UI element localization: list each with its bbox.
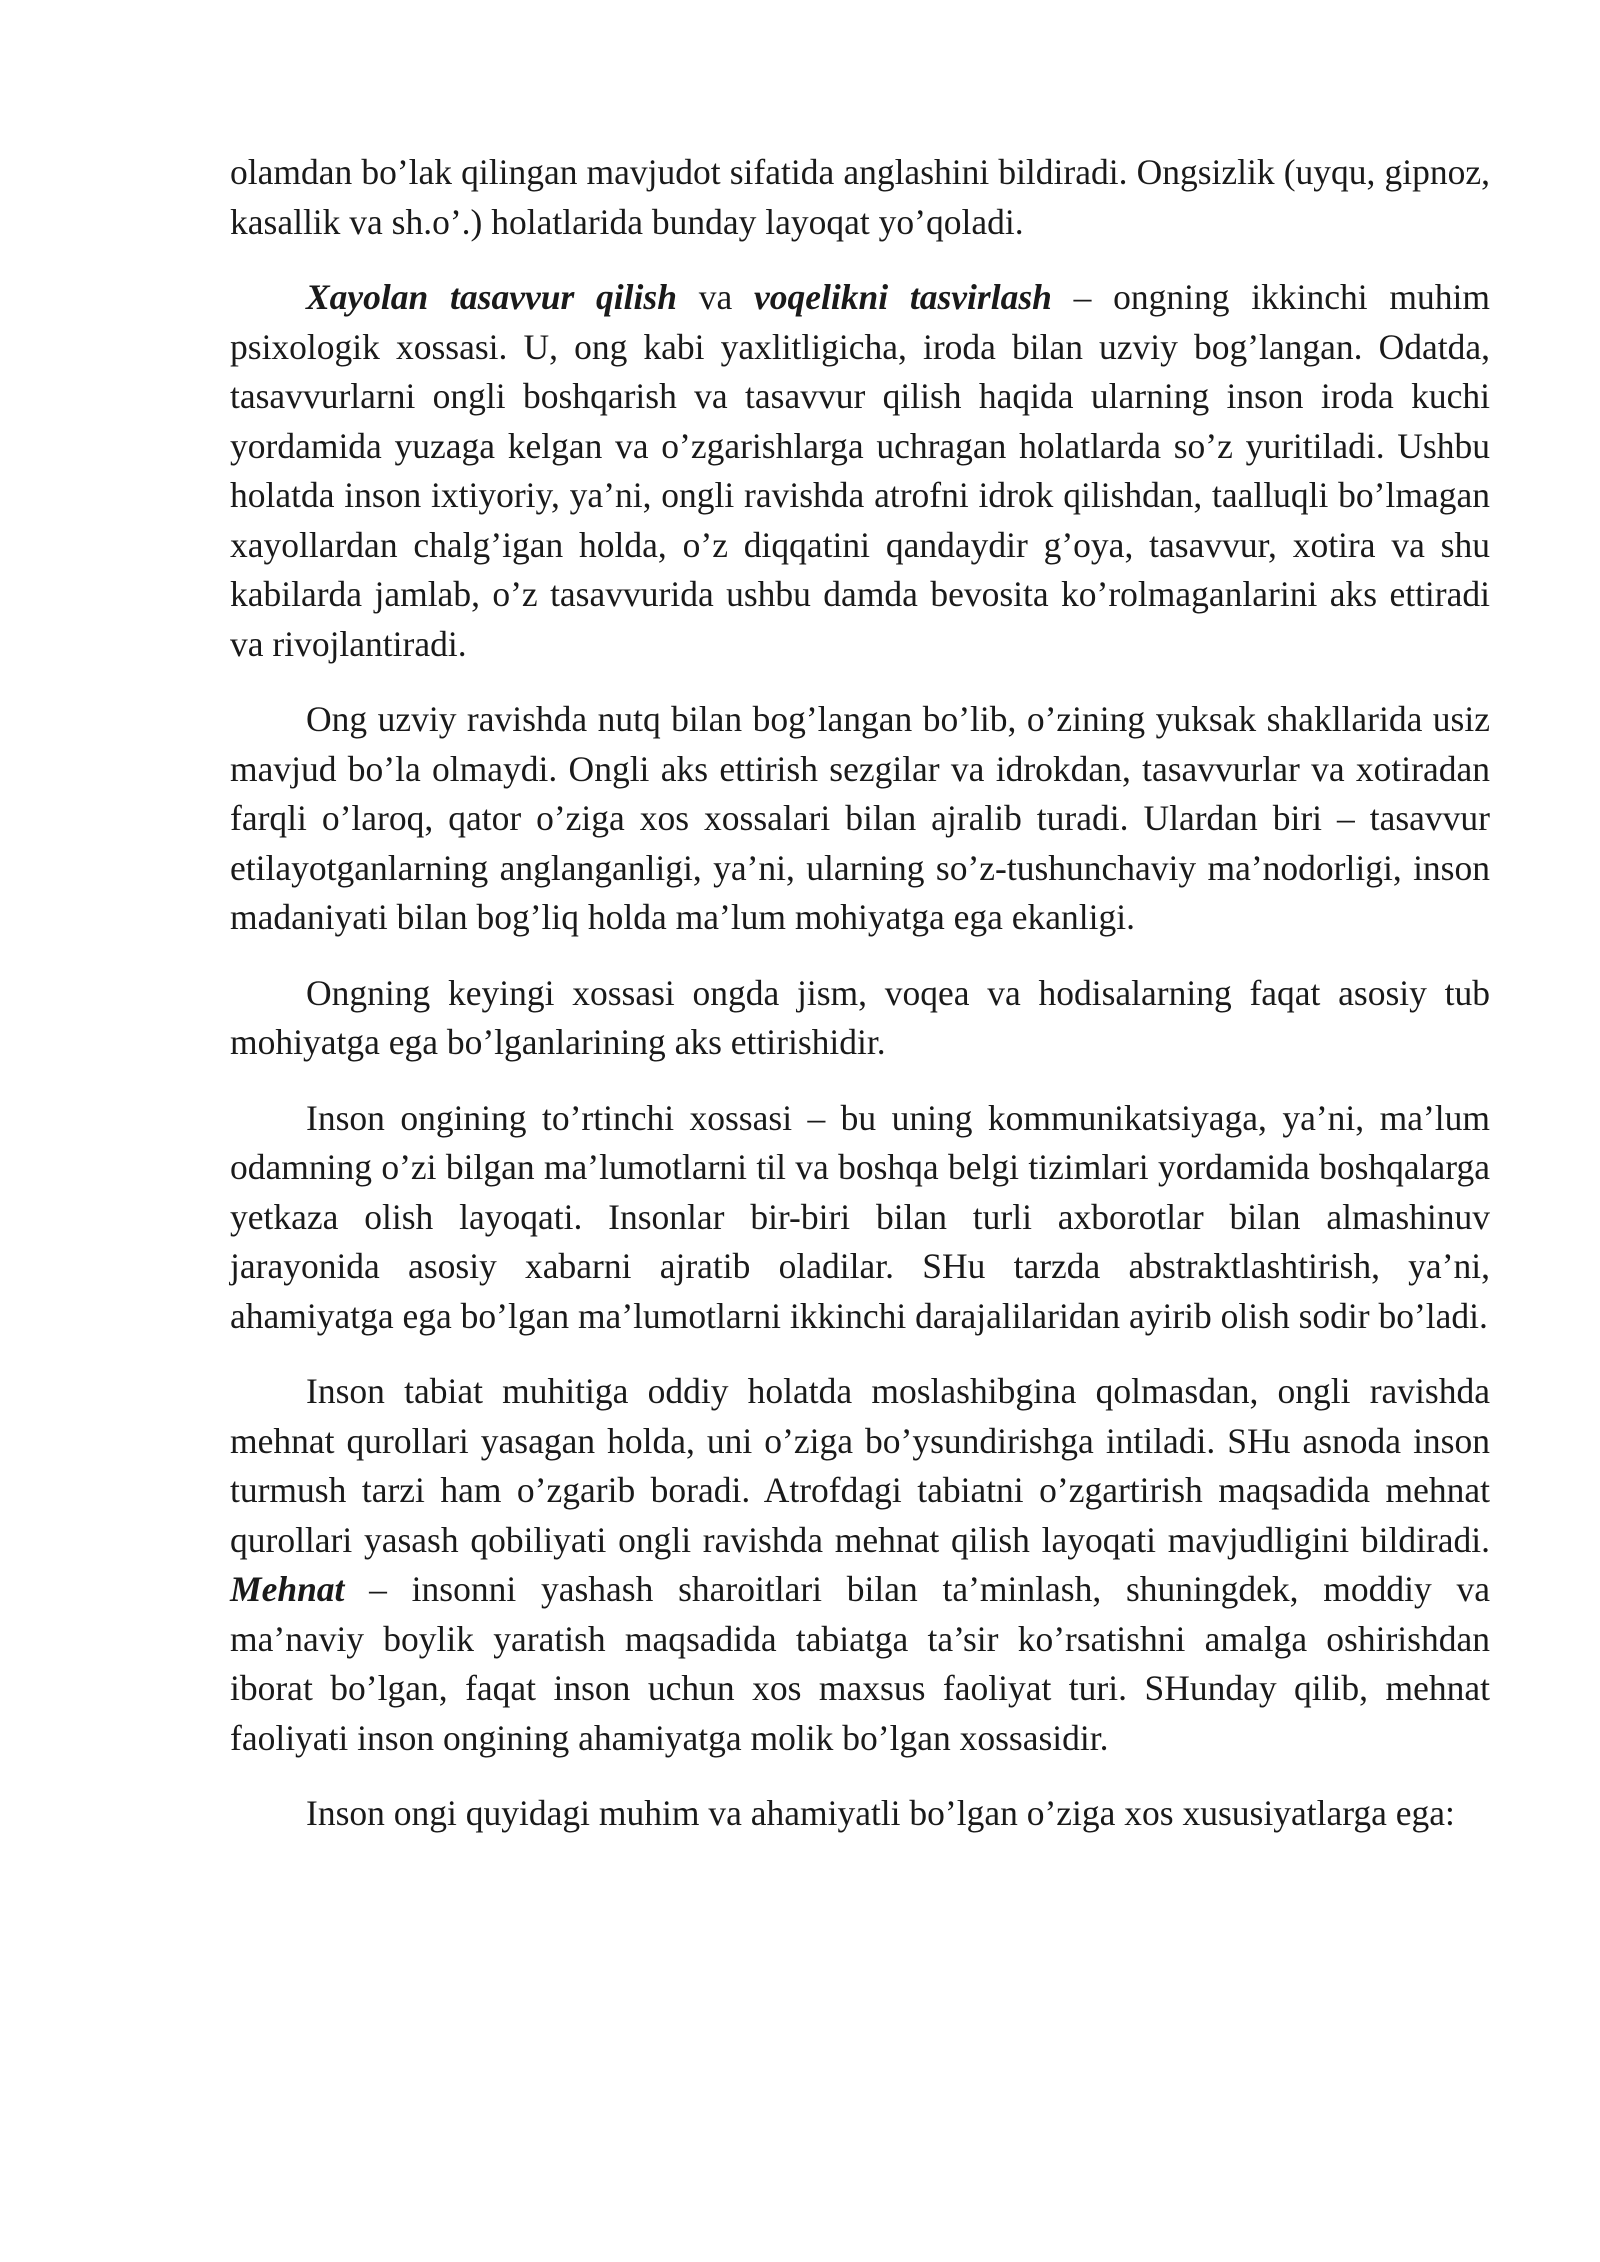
paragraph-text: Ong uzviy ravishda nutq bilan bog’langan bo’lib, o’zining yuksak shakllarida usiz mavjud bo’la olmaydi. Ongli aks ettirish sezgilar va idrokdan, tasavvurlar va xotiradan farqli o’laroq, qator o’ziga xos xossalari bilan ajralib turadi. Ulardan biri – tasavvur etilayotganlarning anglanganligi, ya’ni, ularning so’z-tushunchaviy ma’nodorligi, inson madaniyati bilan bog’liq holda ma’lum mohiyatga ega ekanligi.	[230, 699, 1490, 937]
emphasized-term: Mehnat	[230, 1569, 345, 1609]
emphasized-term: voqelikni tasvirlash	[754, 277, 1052, 317]
paragraph-text: – ongning ikkinchi muhim psixologik xossasi. U, ong kabi yaxlitligicha, iroda bilan uzviy bog’langan. Odatda, tasavvurlarni ongli boshqarish va tasavvur qilish haqida ularning inson iroda kuchi yordamida yuzaga kelgan va o’zgarishlarga uchragan holatlarda so’z yuritiladi. Ushbu holatda inson ixtiyoriy, ya’ni, ongli ravishda atrofni idrok qilishdan, taalluqli bo’lmagan xayollardan chalg’igan holda, o’z diqqatini qandaydir g’oya, tasavvur, xotira va shu kabilarda jamlab, o’z tasavvurida ushbu damda bevosita ko’rolmaganlarini aks ettiradi va rivojlantiradi.	[230, 277, 1490, 664]
paragraph-speech	[230, 695, 1490, 943]
paragraph-imagination	[230, 273, 1490, 669]
paragraph-communication	[230, 1094, 1490, 1342]
paragraph-continuation	[230, 148, 1490, 247]
paragraph-essence	[230, 969, 1490, 1068]
paragraph-text: Inson ongining to’rtinchi xossasi – bu uning kommunikatsiyaga, ya’ni, ma’lum odamning o’zi bilgan ma’lumotlarni til va boshqa belgi tizimlari yordamida boshqalarga yetkaza olish layoqati. Insonlar bir-biri bilan turli axborotlar bilan almashinuv jarayonida asosiy xabarni ajratib oladilar. SHu tarzda abstraktlashtirish, ya’ni, ahamiyatga ega bo’lgan ma’lumotlarni ikkinchi darajalilaridan ayirib olish sodir bo’ladi.	[230, 1097, 1490, 1336]
emphasized-term: Xayolan tasavvur qilish	[306, 277, 677, 317]
paragraph-text: olamdan bo’lak qilingan mavjudot sifatida anglashini bildiradi. Ongsizlik (uyqu, gipnoz, kasallik va sh.o’.) holatlarida bunday layoqat yo’qoladi.	[230, 152, 1490, 242]
paragraph-features-intro	[230, 1789, 1490, 1839]
paragraph-text: Ongning keyingi xossasi ongda jism, voqea va hodisalarning faqat asosiy tub mohiyatga ega bo’lganlarining aks ettirishidir.	[230, 972, 1490, 1062]
paragraph-text: – insonni yashash sharoitlari bilan ta’minlash, shuningdek, moddiy va ma’naviy boylik yaratish maqsadida tabiatga ta’sir ko’rsatishni amalga oshirishdan iborat bo’lgan, faqat inson uchun xos maxsus faoliyat turi. SHunday qilib, mehnat faoliyati inson ongining ahamiyatga molik bo’lgan xossasidir.	[230, 1569, 1490, 1758]
paragraph-text: va	[676, 277, 754, 317]
paragraph-text: Inson ongi quyidagi muhim va ahamiyatli bo’lgan o’ziga xos xususiyatlarga ega:	[306, 1793, 1455, 1833]
paragraph-text: Inson tabiat muhitiga oddiy holatda moslashibgina qolmasdan, ongli ravishda mehnat qurollari yasagan holda, uni o’ziga bo’ysundirishga intiladi. SHu asnoda inson turmush tarzi ham o’zgarib boradi. Atrofdagi tabiatni o’zgartirish maqsadida mehnat qurollari yasash qobiliyati ongli ravishda mehnat qilish layoqati mavjudligini bildiradi.	[230, 1371, 1490, 1560]
paragraph-labor	[230, 1367, 1490, 1763]
document-page	[230, 148, 1490, 1865]
